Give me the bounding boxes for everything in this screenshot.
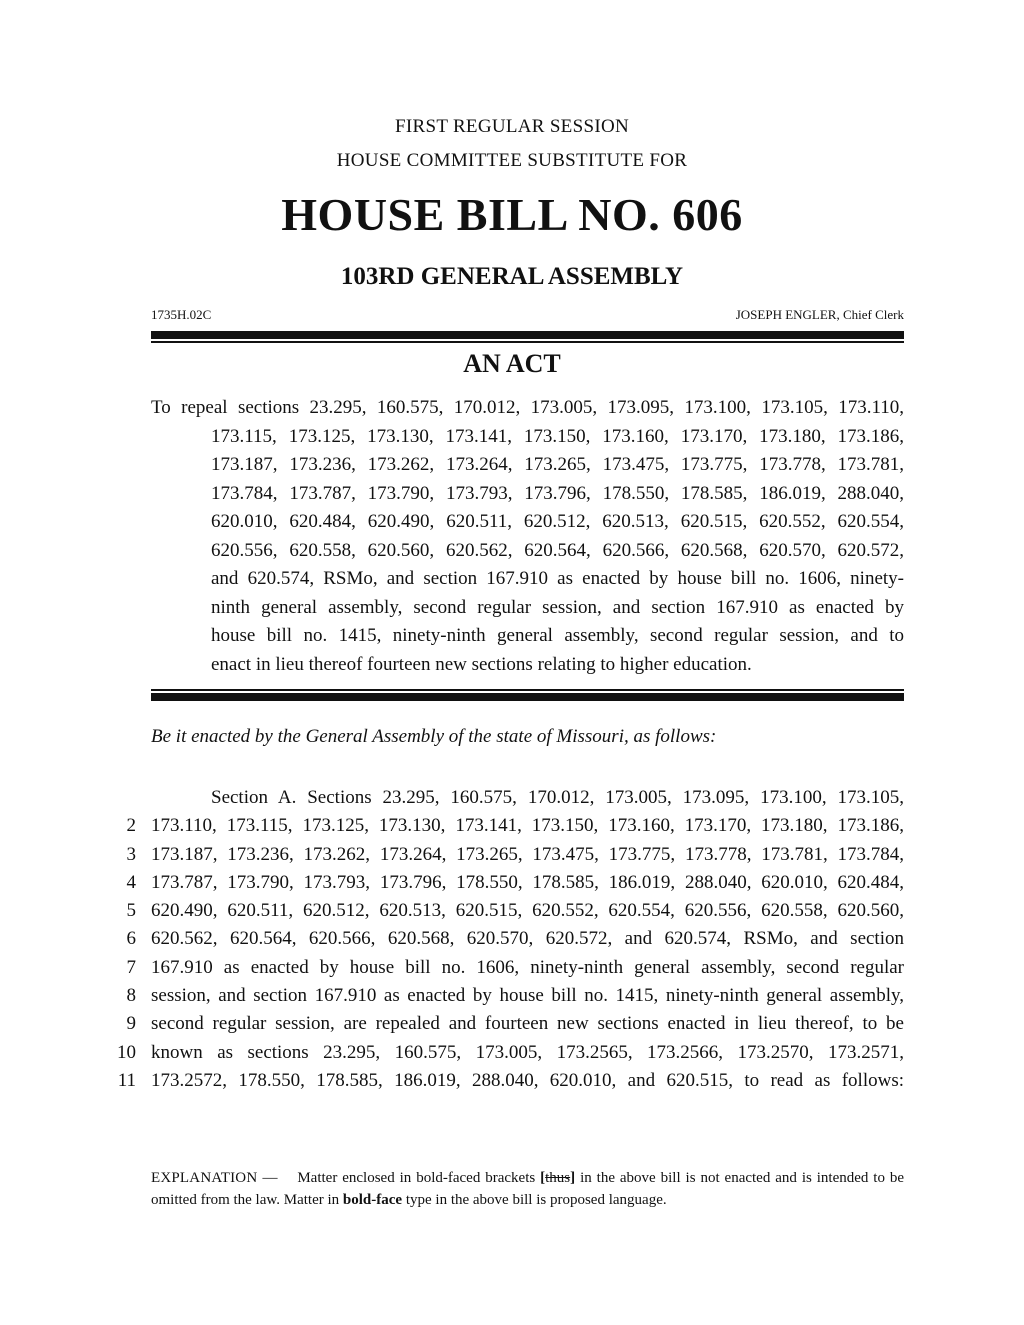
line-text: known as sections 23.295, 160.575, 173.005, 173.2565, 173.2566, 173.2570, 173.2571, <box>151 1041 904 1063</box>
line-number: 8 <box>126 985 136 1007</box>
assembly-label: 103RD GENERAL ASSEMBLY <box>340 263 684 290</box>
line-text: 173.187, 173.236, 173.262, 173.264, 173.265, 173.475, 173.775, 173.778, 173.781, 173.784, <box>151 843 904 865</box>
explanation-lead: EXPLANATION — <box>151 1170 278 1186</box>
line-text: 173.787, 173.790, 173.793, 173.796, 178.550, 178.585, 186.019, 288.040, 620.010, 620.484, <box>151 871 904 893</box>
bold-face-sample: bold-face <box>342 1192 403 1208</box>
bill-body <box>100 784 904 1095</box>
act-heading: AN ACT <box>463 349 561 378</box>
chief-clerk: JOSEPH ENGLER, Chief Clerk <box>735 307 904 322</box>
line-text: 620.490, 620.511, 620.512, 620.513, 620.515, 620.552, 620.554, 620.556, 620.558, 620.560, <box>151 900 904 922</box>
line-number: 11 <box>117 1069 136 1091</box>
body-line <box>100 925 904 953</box>
bracket-open: [ <box>540 1170 546 1186</box>
act-title-line: ninth general assembly, second regular session, and section 167.910 as enacted by <box>211 596 904 618</box>
line-text: 167.910 as enacted by house bill no. 1606, ninety-ninth general assembly, second regular <box>151 956 904 978</box>
line-number: 6 <box>126 928 136 950</box>
act-title-line: 620.556, 620.558, 620.560, 620.562, 620.564, 620.566, 620.568, 620.570, 620.572, <box>211 539 904 561</box>
act-title-line: enact in lieu thereof fourteen new sections relating to higher education. <box>211 653 752 675</box>
body-line <box>100 812 904 840</box>
line-number: 5 <box>126 900 136 922</box>
act-title-line: To repeal sections 23.295, 160.575, 170.012, 173.005, 173.095, 173.100, 173.105, 173.110, <box>151 397 904 418</box>
act-title-line: 620.010, 620.484, 620.490, 620.511, 620.512, 620.513, 620.515, 620.552, 620.554, <box>211 511 904 532</box>
act-title-line: 173.115, 173.125, 173.130, 173.141, 173.150, 173.160, 173.170, 173.180, 173.186, <box>211 425 904 447</box>
body-line <box>100 1010 904 1038</box>
body-line <box>100 1067 904 1095</box>
header-rule-thin <box>151 341 904 343</box>
enacting-clause: Be it enacted by the General Assembly of the state of Missouri, as follows: <box>151 726 717 747</box>
explanation-text: in the above bill is not enacted and is intended to be omitted from the law. Matter in <box>151 1170 905 1208</box>
line-number: 2 <box>126 815 136 837</box>
line-text: 173.110, 173.115, 173.125, 173.130, 173.141, 173.150, 173.160, 173.170, 173.180, 173.186, <box>151 815 904 837</box>
line-text: 173.2572, 178.550, 178.585, 186.019, 288.040, 620.010, and 620.515, to read as follows: <box>151 1069 904 1091</box>
line-text: session, and section 167.910 as enacted by house bill no. 1415, ninety-ninth general assembly, <box>151 985 904 1007</box>
bill-code: 1735H.02C <box>151 307 212 322</box>
act-title-line: 173.784, 173.787, 173.790, 173.793, 173.796, 178.550, 178.585, 186.019, 288.040, <box>211 482 904 504</box>
explanation-note <box>151 1167 904 1211</box>
header-rule-thick <box>151 331 904 339</box>
act-title-line: 173.187, 173.236, 173.262, 173.264, 173.265, 173.475, 173.775, 173.778, 173.781, <box>211 454 904 475</box>
body-line <box>100 982 904 1010</box>
line-text: second regular session, are repealed and fourteen new sections enacted in lieu thereof, to be <box>151 1013 904 1035</box>
explanation-text: Matter enclosed in bold-faced brackets <box>297 1170 536 1186</box>
footer-rule-thin <box>151 689 904 691</box>
line-number: 9 <box>126 1013 136 1035</box>
line-text: Section A. Sections 23.295, 160.575, 170.012, 173.005, 173.095, 173.100, 173.105, <box>211 787 904 808</box>
bracket-close: ] <box>570 1170 576 1186</box>
explanation-text: type in the above bill is proposed language. <box>405 1192 667 1208</box>
substitute-label: HOUSE COMMITTEE SUBSTITUTE FOR <box>336 150 688 171</box>
act-title-line: house bill no. 1415, ninety-ninth general assembly, second regular session, and to <box>211 625 904 646</box>
body-line <box>100 1039 904 1067</box>
bill-title: HOUSE BILL NO. 606 <box>281 189 743 240</box>
act-title <box>151 394 904 679</box>
body-line <box>100 954 904 982</box>
line-number: 10 <box>117 1041 136 1063</box>
line-number: 7 <box>126 956 136 978</box>
body-line <box>100 841 904 869</box>
footer-rule-thick <box>151 693 904 701</box>
line-text: 620.562, 620.564, 620.566, 620.568, 620.570, 620.572, and 620.574, RSMo, and section <box>151 928 904 950</box>
line-number: 4 <box>126 871 136 893</box>
body-line <box>100 784 904 812</box>
body-line <box>100 897 904 925</box>
session-label: FIRST REGULAR SESSION <box>395 116 629 137</box>
act-title-line: and 620.574, RSMo, and section 167.910 as enacted by house bill no. 1606, ninety- <box>211 568 904 589</box>
bracket-word: thus <box>545 1170 571 1186</box>
body-line <box>100 869 904 897</box>
line-number: 3 <box>126 843 136 865</box>
